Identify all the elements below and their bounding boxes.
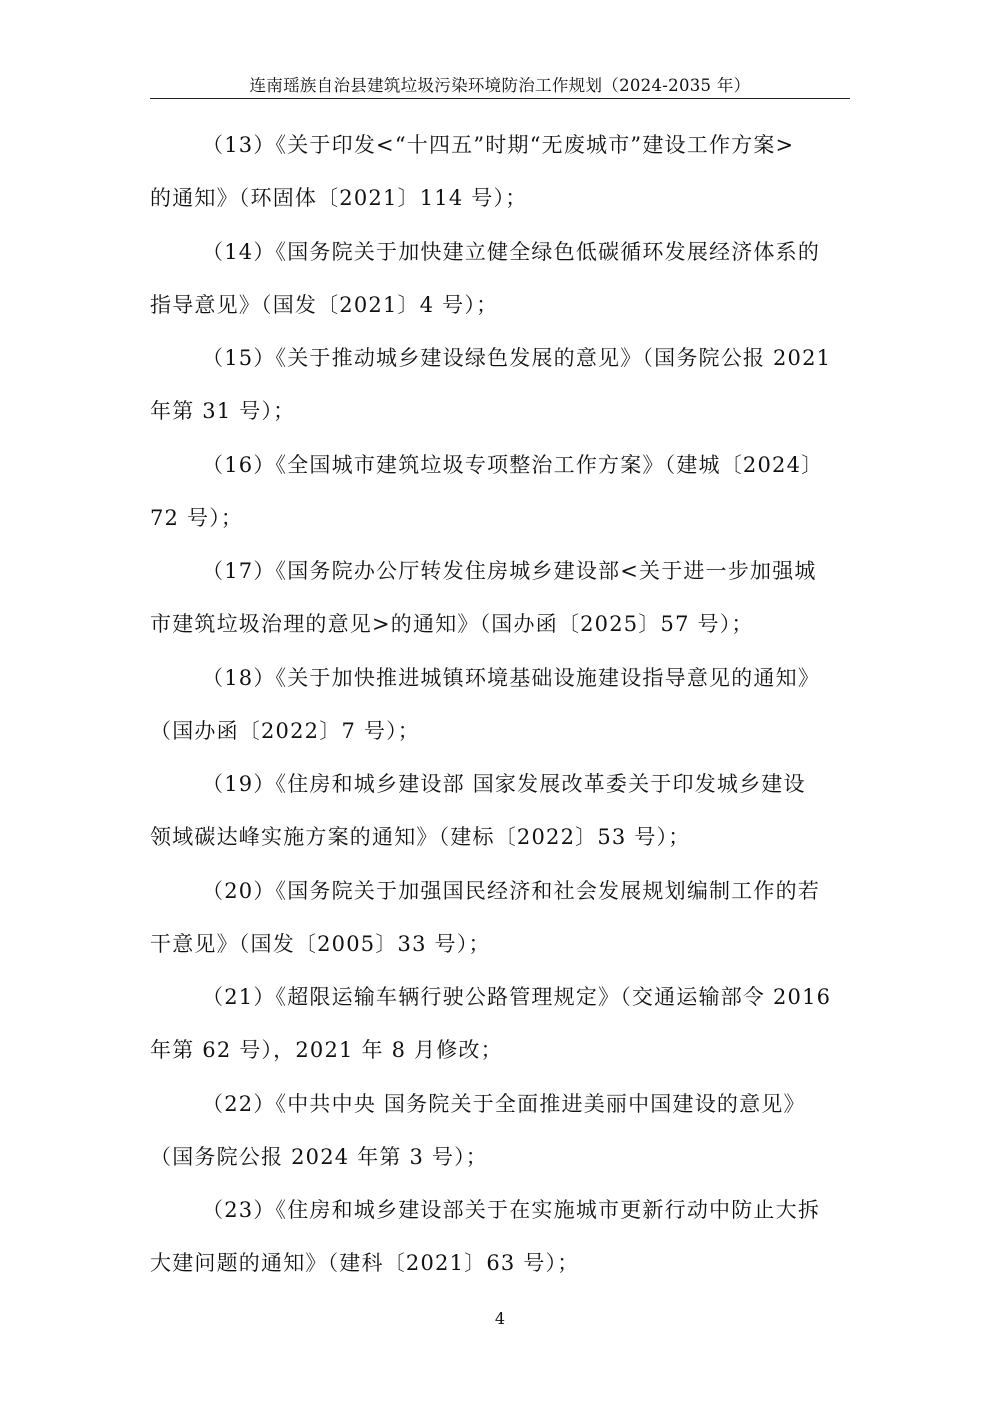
- reference-line: （22）《中共中央 国务院关于全面推进美丽中国建设的意见》: [202, 1091, 806, 1116]
- reference-line: 大建问题的通知》（建科〔2021〕63 号）；: [150, 1251, 580, 1275]
- reference-line: （15）《关于推动城乡建设绿色发展的意见》（国务院公报 2021: [202, 346, 832, 370]
- reference-item-21: [150, 978, 850, 1085]
- reference-line: 指导意见》（国发〔2021〕4 号）；: [150, 292, 499, 317]
- reference-line: 市建筑垃圾治理的意见>的通知》（国办函〔2025〕57 号）；: [150, 612, 754, 636]
- reference-line: （23）《住房和城乡建设部关于在实施城市更新行动中防止大拆: [202, 1198, 821, 1222]
- reference-item-14: [150, 233, 850, 340]
- page-number: 4: [494, 1309, 506, 1328]
- reference-line: （19）《住房和城乡建设部 国家发展改革委关于印发城乡建设: [202, 772, 806, 796]
- reference-line: （16）《全国城市建筑垃圾专项整治工作方案》（建城〔2024〕: [202, 452, 824, 477]
- reference-line: （国务院公报 2024 年第 3 号）；: [150, 1144, 489, 1169]
- document-title: 连南瑶族自治县建筑垃圾污染环境防治工作规划（2024-2035 年）: [249, 76, 751, 95]
- reference-line: （18）《关于加快推进城镇环境基础设施建设指导意见的通知》: [202, 665, 821, 690]
- reference-item-18: [150, 659, 850, 766]
- reference-line: 72 号）；: [150, 505, 244, 530]
- reference-item-19: [150, 765, 850, 872]
- reference-item-20: [150, 872, 850, 979]
- reference-line: 年第 62 号），2021 年 8 月修改；: [150, 1038, 503, 1062]
- reference-item-15: [150, 339, 850, 446]
- reference-item-16: [150, 446, 850, 553]
- reference-line: （13）《关于印发<“十四五”时期“无废城市”建设工作方案>: [202, 133, 795, 157]
- reference-line: （21）《超限运输车辆行驶公路管理规定》（交通运输部令 2016: [202, 985, 832, 1009]
- reference-line: 年第 31 号）；: [150, 399, 296, 423]
- reference-line: 领域碳达峰实施方案的通知》（建标〔2022〕53 号）；: [150, 825, 691, 849]
- reference-item-22: [150, 1085, 850, 1192]
- reference-line: （国办函〔2022〕7 号）；: [150, 718, 420, 743]
- reference-item-13: [150, 126, 850, 233]
- reference-line: （17）《国务院办公厅转发住房城乡建设部<关于进一步加强城: [202, 559, 817, 583]
- page-header: [150, 66, 850, 99]
- reference-line: 干意见》（国发〔2005〕33 号）；: [150, 931, 491, 956]
- reference-line: （20）《国务院关于加强国民经济和社会发展规划编制工作的若: [202, 878, 821, 903]
- reference-list: [150, 126, 850, 1298]
- reference-item-23: [150, 1191, 850, 1298]
- reference-item-17: [150, 552, 850, 659]
- reference-line: （14）《国务院关于加快建立健全绿色低碳循环发展经济体系的: [202, 239, 821, 264]
- reference-line: 的通知》（环固体〔2021〕114 号）；: [150, 186, 528, 210]
